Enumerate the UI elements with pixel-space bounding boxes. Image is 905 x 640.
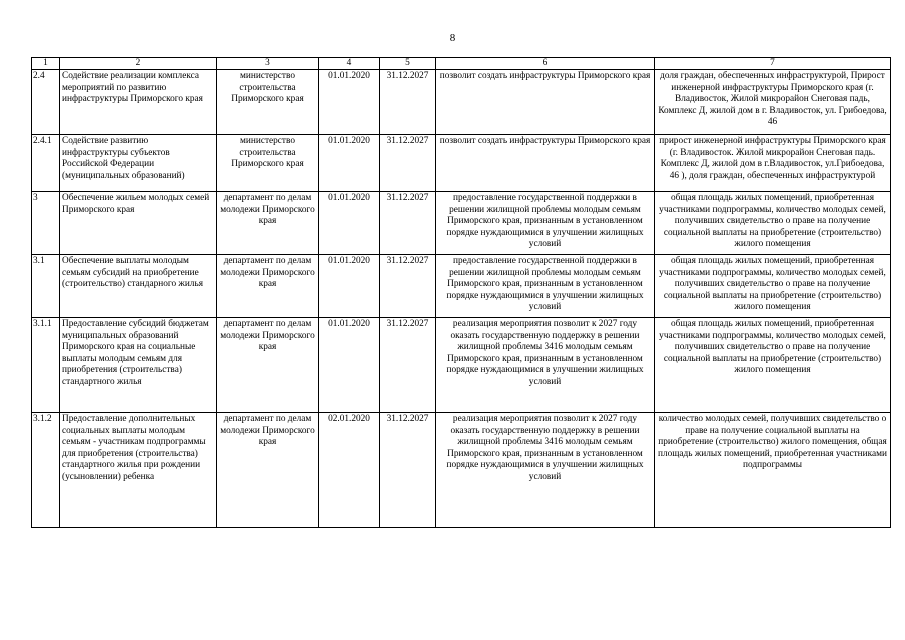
header-cell: 1 — [32, 58, 60, 70]
page-number: 8 — [449, 32, 456, 44]
measure-name: Предоставление субсидий бюджетам муниципальных образований Приморского края на социальные выплаты молодым семьям для приобретения (строительства) стандартного жилья — [60, 318, 217, 413]
start-date: 01.01.2020 — [319, 135, 380, 192]
start-date: 01.01.2020 — [319, 70, 380, 135]
measure-name: Обеспечение жильем молодых семей Приморского края — [60, 192, 217, 255]
row-number: 3.1.1 — [32, 318, 60, 413]
end-date: 31.12.2027 — [380, 255, 436, 318]
expected-result: предоставление государственной поддержки в решении жилищной проблемы молодым семьям Приморского края, признанным в установленном порядке нуждающимися в улучшении жилищных условий — [436, 192, 655, 255]
row-number: 3.1 — [32, 255, 60, 318]
responsible-executor: департамент по делам молодежи Приморского края — [217, 318, 319, 413]
expected-result: позволит создать инфраструктуры Приморского края — [436, 135, 655, 192]
measure-name: Обеспечение выплаты молодым семьям субсидий на приобретение (строительство) стандарного жилья — [60, 255, 217, 318]
header-cell: 4 — [319, 58, 380, 70]
indicator: прирост инженерной инфраструктуры Приморского края (г. Владивосток. Жилой микрорайон Снеговая падь. Комплекс Д, жилой дом в г.Владивосток, ул.Грибоедова, 46 ), доля граждан, обеспеченных инфраструктурой — [655, 135, 891, 192]
expected-result: реализация мероприятия позволит к 2027 году оказать государственную поддержку в решении жилищной проблемы 3416 молодым семьям Приморского края, признанным в установленном порядке нуждающимися в улучшении жилищных условий — [436, 318, 655, 413]
measure-name: Предоставление дополнительных социальных выплаты молодым семьям - участникам подпрограммы для приобретения (строительства) стандартного жилья при рождении (усыновлении) ребенка — [60, 413, 217, 528]
header-cell: 5 — [380, 58, 436, 70]
responsible-executor: департамент по делам молодежи Приморского края — [217, 255, 319, 318]
start-date: 01.01.2020 — [319, 255, 380, 318]
table-row — [32, 318, 891, 413]
expected-result: позволит создать инфраструктуры Приморского края — [436, 70, 655, 135]
table-row — [32, 135, 891, 192]
end-date: 31.12.2027 — [380, 70, 436, 135]
table-row — [32, 413, 891, 528]
indicator: количество молодых семей, получивших свидетельство о праве на получение социальной выплаты на приобретение (строительство) жилого помещения, общая площадь жилых помещений, приобретенная участниками подпрограммы — [655, 413, 891, 528]
row-number: 2.4 — [32, 70, 60, 135]
expected-result: предоставление государственной поддержки в решении жилищной проблемы молодым семьям Приморского края, признанным в установленном порядке нуждающимися в улучшении жилищных условий — [436, 255, 655, 318]
header-cell: 7 — [655, 58, 891, 70]
table-row — [32, 70, 891, 135]
indicator: общая площадь жилых помещений, приобретенная участниками подпрограммы, количество молодых семей, получивших свидетельство о праве на получение социальной выплаты на приобретение (строительство) жилого помещения — [655, 192, 891, 255]
indicator: доля граждан, обеспеченных инфраструктурой, Прирост инженерной инфраструктуры Приморского края (г. Владивосток, Жилой микрорайон Снеговая падь, Комплекс Д, жилой дом в г. Владивосток, ул. Грибоедова, 46 — [655, 70, 891, 135]
end-date: 31.12.2027 — [380, 413, 436, 528]
measure-name: Содействие развитию инфраструктуры субъектов Российской Федерации (муниципальных образований) — [60, 135, 217, 192]
header-cell: 3 — [217, 58, 319, 70]
start-date: 01.01.2020 — [319, 192, 380, 255]
row-number: 3.1.2 — [32, 413, 60, 528]
indicator: общая площадь жилых помещений, приобретенная участниками подпрограммы, количество молодых семей, получивших свидетельство о праве на получение социальной выплаты на приобретение (строительство) жилого помещения — [655, 318, 891, 413]
table-row — [32, 255, 891, 318]
responsible-executor: департамент по делам молодежи Приморского края — [217, 413, 319, 528]
row-number: 3 — [32, 192, 60, 255]
measure-name: Содействие реализации комплекса мероприятий по развитию инфраструктуры Приморского края — [60, 70, 217, 135]
row-number: 2.4.1 — [32, 135, 60, 192]
responsible-executor: министерство строительства Приморского края — [217, 70, 319, 135]
header-cell: 2 — [60, 58, 217, 70]
responsible-executor: министерство строительства Приморского края — [217, 135, 319, 192]
header-cell: 6 — [436, 58, 655, 70]
end-date: 31.12.2027 — [380, 135, 436, 192]
table-header-row — [32, 58, 891, 70]
table-row — [32, 192, 891, 255]
program-table — [31, 57, 891, 528]
start-date: 02.01.2020 — [319, 413, 380, 528]
responsible-executor: департамент по делам молодежи Приморского края — [217, 192, 319, 255]
start-date: 01.01.2020 — [319, 318, 380, 413]
expected-result: реализация мероприятия позволит к 2027 году оказать государственную поддержку в решении жилищной проблемы 3416 молодым семьям Приморского края, признанным в установленном порядке нуждающимися в улучшении жилищных условий — [436, 413, 655, 528]
end-date: 31.12.2027 — [380, 318, 436, 413]
indicator: общая площадь жилых помещений, приобретенная участниками подпрограммы, количество молодых семей, получивших свидетельство о праве на получение социальной выплаты на приобретение (строительство) жилого помещения — [655, 255, 891, 318]
end-date: 31.12.2027 — [380, 192, 436, 255]
